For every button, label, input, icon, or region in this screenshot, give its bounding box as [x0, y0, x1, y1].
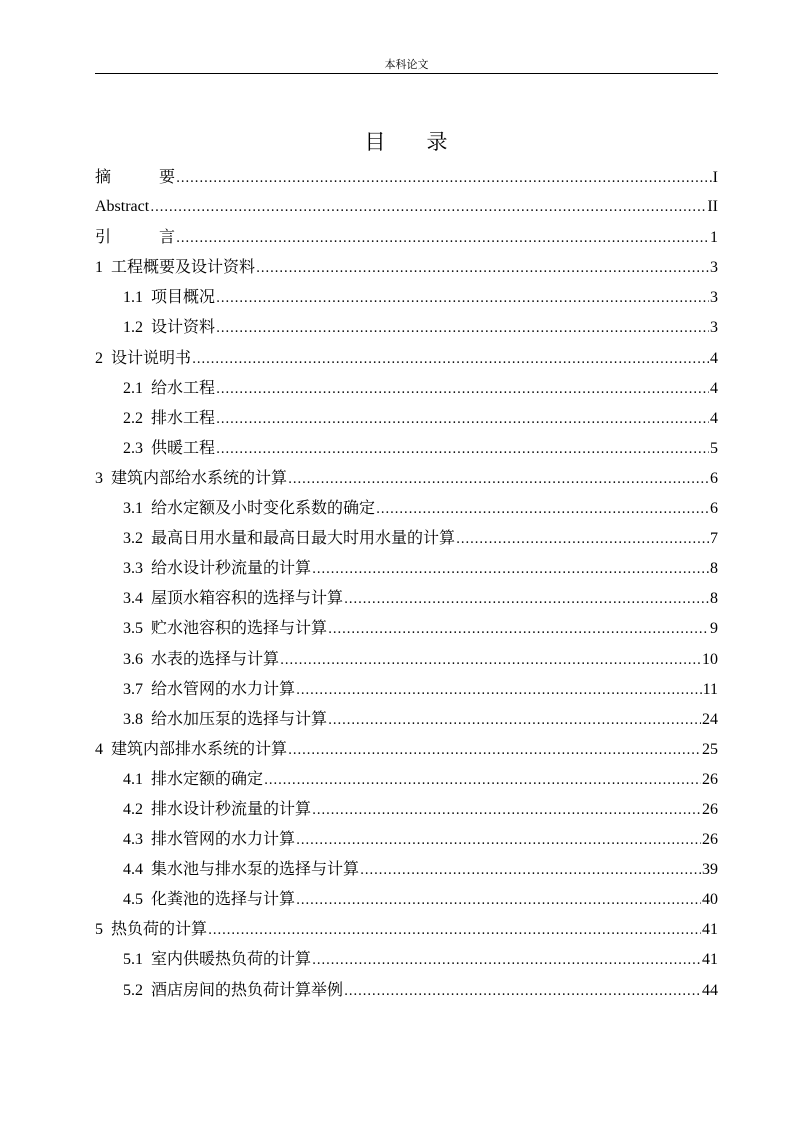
toc-title	[95, 128, 718, 156]
toc-page-number: 26	[702, 831, 718, 849]
toc-entry-label: 排水工程	[151, 407, 216, 427]
toc-dot-leader	[328, 706, 701, 736]
toc-entry[interactable]	[95, 523, 718, 553]
toc-page-number: 8	[710, 590, 718, 608]
table-of-contents	[95, 162, 718, 1005]
toc-entry-number: 4.3	[123, 831, 143, 849]
toc-entry-label: 化粪池的选择与计算	[151, 889, 296, 909]
toc-entry-label: Abstract	[95, 198, 150, 216]
toc-entry-label: 项目概况	[151, 287, 216, 307]
toc-entry-label-part: 引	[95, 227, 112, 247]
toc-entry[interactable]	[95, 162, 718, 192]
toc-entry[interactable]	[95, 794, 718, 824]
toc-page-number: 24	[702, 710, 718, 728]
toc-page-number: 26	[702, 800, 718, 818]
toc-entry-number: 4.1	[123, 770, 143, 788]
toc-page-number: 25	[702, 740, 718, 758]
toc-entry-number: 3.1	[123, 500, 143, 518]
toc-entry-label: 工程概要及设计资料	[111, 257, 256, 277]
toc-entry[interactable]	[95, 373, 718, 403]
toc-entry-number: 2.1	[123, 379, 143, 397]
toc-entry[interactable]	[95, 734, 718, 764]
toc-entry[interactable]	[95, 553, 718, 583]
toc-entry-number: 4	[95, 740, 103, 758]
toc-entry[interactable]	[95, 764, 718, 794]
toc-entry-number: 3.4	[123, 590, 143, 608]
toc-entry[interactable]	[95, 192, 718, 222]
toc-entry-number: 2.3	[123, 439, 143, 457]
toc-entry-label: 排水定额的确定	[151, 768, 264, 788]
toc-entry[interactable]	[95, 463, 718, 493]
toc-entry-label: 给水加压泵的选择与计算	[151, 708, 328, 728]
toc-entry-label: 水表的选择与计算	[151, 648, 280, 668]
toc-page-number: 7	[710, 530, 718, 548]
toc-entry-number: 3.8	[123, 710, 143, 728]
running-header: 本科论文	[384, 58, 429, 71]
toc-page-number: 1	[710, 229, 718, 247]
toc-entry[interactable]	[95, 343, 718, 373]
toc-entry-label: 酒店房间的热负荷计算举例	[151, 979, 344, 999]
toc-entry-label	[95, 162, 175, 192]
toc-page-number: 11	[702, 680, 718, 698]
toc-entry[interactable]	[95, 824, 718, 854]
toc-entry-label-part: 言	[159, 227, 176, 247]
toc-page-number: 3	[710, 289, 718, 307]
toc-dot-leader	[296, 676, 702, 706]
toc-entry[interactable]	[95, 704, 718, 734]
toc-entry-label: 排水管网的水力计算	[151, 829, 296, 849]
toc-entry[interactable]	[95, 674, 718, 704]
toc-dot-leader	[312, 555, 709, 585]
toc-entry-number: 4.5	[123, 891, 143, 909]
toc-entry-label: 设计资料	[151, 317, 216, 337]
toc-page-number: 6	[710, 500, 718, 518]
toc-page-number: 41	[702, 951, 718, 969]
toc-entry-label: 给水管网的水力计算	[151, 678, 296, 698]
toc-entry-number: 3.7	[123, 680, 143, 698]
toc-entry-label: 给水工程	[151, 377, 216, 397]
toc-page-number: 44	[702, 981, 718, 999]
toc-dot-leader	[328, 615, 709, 645]
toc-title-right: 录	[426, 130, 449, 154]
toc-page-number: 3	[710, 259, 718, 277]
header-rule	[95, 73, 718, 74]
toc-dot-leader	[216, 314, 709, 344]
toc-entry-number: 3	[95, 469, 103, 487]
toc-entry-label-part: 摘	[95, 167, 112, 186]
toc-entry[interactable]	[95, 884, 718, 914]
toc-dot-leader	[264, 766, 701, 796]
toc-entry-label: 屋顶水箱容积的选择与计算	[151, 588, 344, 608]
toc-dot-leader	[208, 916, 701, 946]
toc-entry-number: 3.6	[123, 650, 143, 668]
toc-dot-leader	[280, 646, 701, 676]
toc-entry-label: 建筑内部排水系统的计算	[111, 738, 288, 758]
toc-entry-label: 室内供暖热负荷的计算	[151, 949, 312, 969]
toc-page-number: 6	[710, 469, 718, 487]
toc-dot-leader	[456, 525, 709, 555]
toc-entry-label: 设计说明书	[111, 347, 192, 367]
toc-entry-label: 给水设计秒流量的计算	[151, 558, 312, 578]
toc-entry[interactable]	[95, 944, 718, 974]
toc-entry-label: 排水设计秒流量的计算	[151, 798, 312, 818]
toc-entry-number: 1.2	[123, 319, 143, 337]
toc-entry-label: 建筑内部给水系统的计算	[111, 467, 288, 487]
toc-entry-label: 最高日用水量和最高日最大时用水量的计算	[151, 528, 456, 548]
toc-entry-number: 1.1	[123, 289, 143, 307]
toc-page-number: I	[712, 169, 718, 186]
toc-entry[interactable]	[95, 433, 718, 463]
toc-dot-leader	[176, 164, 712, 194]
toc-entry[interactable]	[95, 975, 718, 1005]
toc-entry[interactable]	[95, 403, 718, 433]
toc-entry-number: 4.2	[123, 800, 143, 818]
toc-entry-number: 3.3	[123, 560, 143, 578]
toc-entry-number: 5.1	[123, 951, 143, 969]
toc-page-number: II	[707, 198, 718, 216]
toc-entry-label: 给水定额及小时变化系数的确定	[151, 498, 376, 518]
toc-page-number: 40	[702, 891, 718, 909]
toc-dot-leader	[192, 345, 709, 375]
toc-entry[interactable]	[95, 493, 718, 523]
toc-dot-leader	[360, 856, 701, 886]
toc-page-number: 41	[702, 921, 718, 939]
toc-dot-leader	[296, 826, 701, 856]
toc-page-number: 26	[702, 770, 718, 788]
toc-entry[interactable]	[95, 222, 718, 252]
toc-entry-label: 供暖工程	[151, 437, 216, 457]
toc-entry-label-part: 要	[159, 167, 176, 186]
toc-page-number: 8	[710, 560, 718, 578]
toc-entry[interactable]	[95, 282, 718, 312]
toc-entry-number: 3.2	[123, 530, 143, 548]
toc-entry-number: 4.4	[123, 861, 143, 879]
toc-dot-leader	[216, 375, 709, 405]
toc-entry-number: 5.2	[123, 981, 143, 999]
toc-dot-leader	[150, 193, 706, 223]
toc-entry-label: 热负荷的计算	[111, 919, 208, 939]
toc-page-number: 4	[710, 409, 718, 427]
toc-dot-leader	[216, 435, 709, 465]
toc-page-number: 4	[710, 349, 718, 367]
toc-dot-leader	[344, 977, 701, 1007]
toc-dot-leader	[216, 284, 709, 314]
toc-dot-leader	[376, 495, 709, 525]
toc-entry-number: 5	[95, 921, 103, 939]
toc-entry-label	[95, 222, 175, 252]
toc-dot-leader	[256, 254, 709, 284]
toc-dot-leader	[312, 796, 701, 826]
toc-dot-leader	[288, 736, 701, 766]
toc-entry[interactable]	[95, 854, 718, 884]
toc-dot-leader	[216, 405, 709, 435]
toc-entry-number: 2	[95, 349, 103, 367]
toc-dot-leader	[344, 585, 709, 615]
toc-entry[interactable]	[95, 914, 718, 944]
toc-entry-number: 2.2	[123, 409, 143, 427]
toc-dot-leader	[288, 465, 709, 495]
toc-entry-label: 贮水池容积的选择与计算	[151, 618, 328, 638]
toc-dot-leader	[296, 886, 701, 916]
toc-entry-number: 3.5	[123, 620, 143, 638]
toc-entry[interactable]	[95, 583, 718, 613]
toc-page-number: 39	[702, 861, 718, 879]
toc-page-number: 4	[710, 379, 718, 397]
toc-page-number: 10	[702, 650, 718, 668]
toc-page-number: 5	[710, 439, 718, 457]
toc-dot-leader	[176, 224, 709, 254]
toc-entry-label: 集水池与排水泵的选择与计算	[151, 859, 360, 879]
toc-title-left: 目	[364, 130, 387, 154]
toc-page-number: 9	[710, 620, 718, 638]
toc-entry[interactable]	[95, 252, 718, 282]
toc-page-number: 3	[710, 319, 718, 337]
toc-entry[interactable]	[95, 613, 718, 643]
toc-entry[interactable]	[95, 312, 718, 342]
toc-dot-leader	[312, 946, 701, 976]
toc-entry-number: 1	[95, 259, 103, 277]
toc-entry[interactable]	[95, 644, 718, 674]
